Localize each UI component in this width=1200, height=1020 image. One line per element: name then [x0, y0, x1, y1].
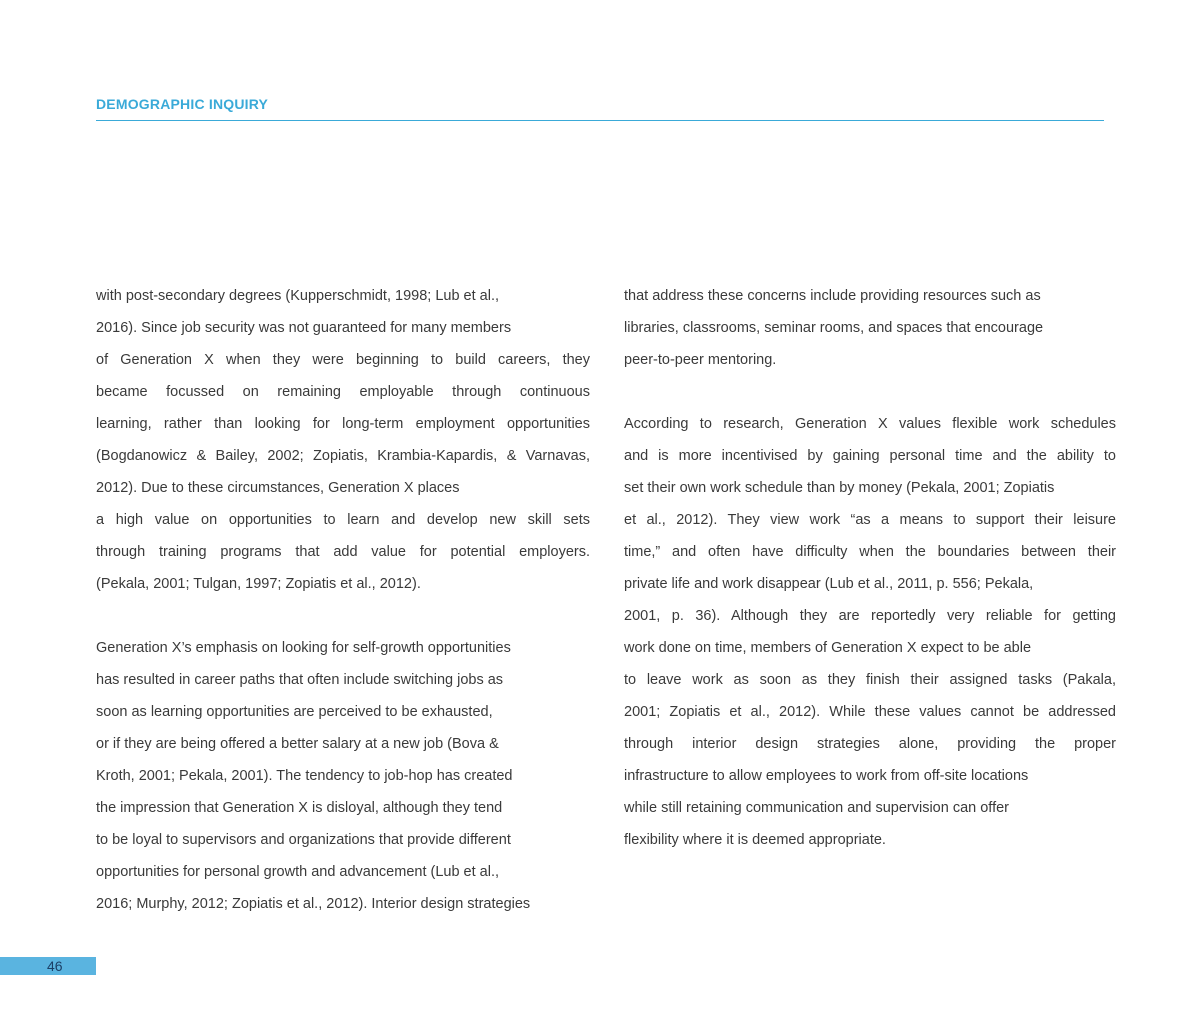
- text-line: with post-secondary degrees (Kupperschmidt, 1998; Lub et al.,: [96, 288, 500, 304]
- text-line: (Bogdanowicz & Bailey, 2002; Zopiatis, Krambia-Kapardis, & Varnavas,: [96, 448, 590, 464]
- text-line: to leave work as soon as they finish their assigned tasks (Pakala,: [624, 672, 1116, 688]
- text-line: 2016; Murphy, 2012; Zopiatis et al., 2012). Interior design strategies: [96, 896, 531, 912]
- paragraph-gap: [624, 376, 1116, 408]
- left-text-column: [96, 280, 590, 920]
- text-line: set their own work schedule than by money (Pekala, 2001; Zopiatis: [624, 480, 1055, 496]
- text-line: while still retaining communication and supervision can offer: [624, 800, 1009, 816]
- text-line: time,” and often have difficulty when the boundaries between their: [624, 544, 1116, 560]
- text-line: and is more incentivised by gaining personal time and the ability to: [624, 448, 1116, 464]
- paragraph-gap: [96, 600, 590, 632]
- text-line: private life and work disappear (Lub et al., 2011, p. 556; Pekala,: [624, 576, 1034, 592]
- text-line: the impression that Generation X is disloyal, although they tend: [96, 800, 503, 816]
- text-line: soon as learning opportunities are perceived to be exhausted,: [96, 704, 493, 720]
- page-number: 46: [47, 958, 63, 974]
- text-line: (Pekala, 2001; Tulgan, 1997; Zopiatis et al., 2012).: [96, 576, 421, 592]
- text-line: became focussed on remaining employable through continuous: [96, 384, 590, 400]
- text-line: through interior design strategies alone, providing the proper: [624, 736, 1116, 752]
- text-line: According to research, Generation X values flexible work schedules: [624, 416, 1116, 432]
- text-line: a high value on opportunities to learn and develop new skill sets: [96, 512, 590, 528]
- text-line: to be loyal to supervisors and organizations that provide different: [96, 832, 511, 848]
- right-text-column: [624, 280, 1116, 856]
- section-header: DEMOGRAPHIC INQUIRY: [96, 96, 269, 112]
- text-line: opportunities for personal growth and advancement (Lub et al.,: [96, 864, 500, 880]
- text-line: flexibility where it is deemed appropriate.: [624, 832, 886, 848]
- text-line: infrastructure to allow employees to work from off-site locations: [624, 768, 1029, 784]
- text-line: 2001; Zopiatis et al., 2012). While these values cannot be addressed: [624, 704, 1116, 720]
- text-line: or if they are being offered a better salary at a new job (Bova &: [96, 736, 499, 752]
- text-line: learning, rather than looking for long-term employment opportunities: [96, 416, 590, 432]
- text-line: 2012). Due to these circumstances, Generation X places: [96, 480, 460, 496]
- text-line: through training programs that add value for potential employers.: [96, 544, 590, 560]
- text-line: work done on time, members of Generation X expect to be able: [624, 640, 1032, 656]
- text-line: peer-to-peer mentoring.: [624, 352, 777, 368]
- text-line: et al., 2012). They view work “as a means to support their leisure: [624, 512, 1116, 528]
- text-line: that address these concerns include providing resources such as: [624, 288, 1041, 304]
- text-line: of Generation X when they were beginning to build careers, they: [96, 352, 590, 368]
- text-line: 2001, p. 36). Although they are reportedly very reliable for getting: [624, 608, 1116, 624]
- text-line: 2016). Since job security was not guaranteed for many members: [96, 320, 512, 336]
- text-line: Kroth, 2001; Pekala, 2001). The tendency to job-hop has created: [96, 768, 513, 784]
- text-line: Generation X’s emphasis on looking for self-growth opportunities: [96, 640, 511, 656]
- text-line: libraries, classrooms, seminar rooms, and spaces that encourage: [624, 320, 1044, 336]
- header-divider: [96, 120, 1104, 121]
- text-line: has resulted in career paths that often include switching jobs as: [96, 672, 504, 688]
